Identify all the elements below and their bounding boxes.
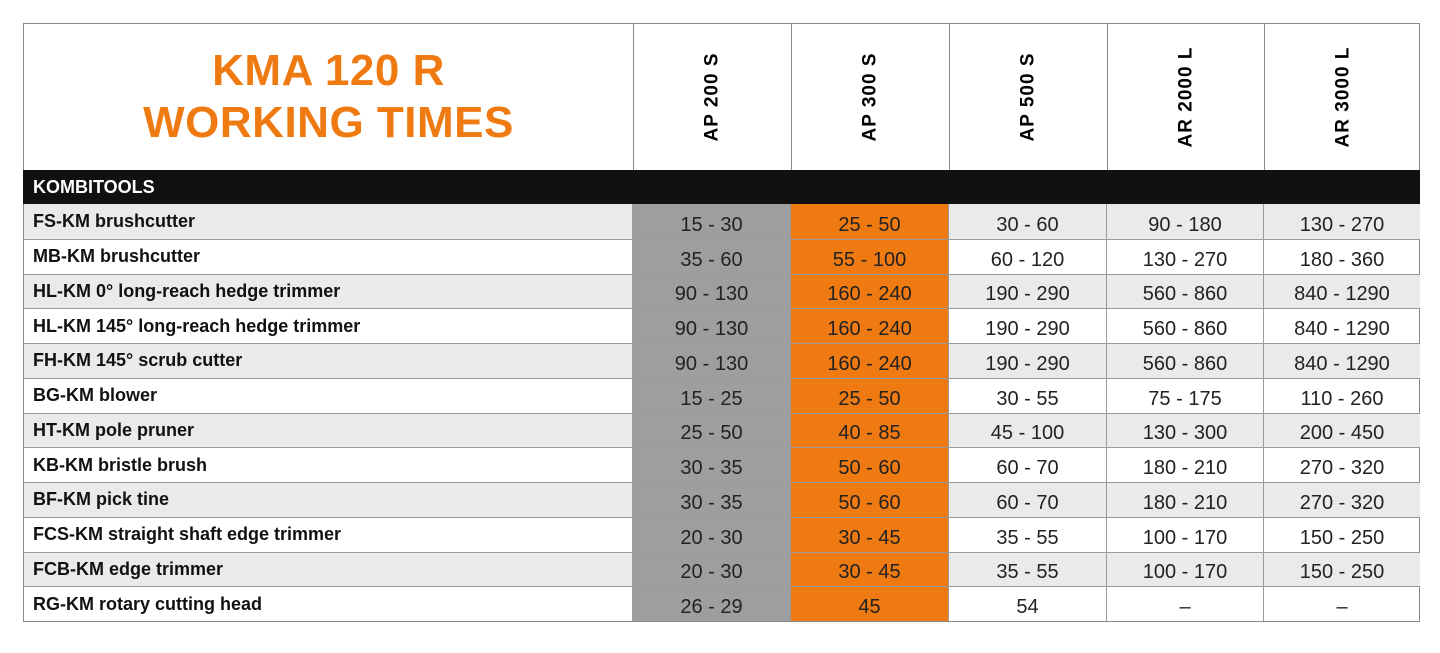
tool-name: BG-KM blower [33, 385, 157, 406]
working-time-cell: 50 - 60 [790, 483, 948, 517]
working-time-cell: 25 - 50 [790, 204, 948, 239]
working-time-cell: 30 - 45 [790, 518, 948, 552]
working-time-cell: 150 - 250 [1263, 553, 1420, 587]
working-time-cell: 54 [948, 587, 1106, 621]
working-time-cell: 35 - 60 [632, 240, 790, 274]
working-time-cell: 190 - 290 [948, 344, 1106, 378]
working-time-cell: 150 - 250 [1263, 518, 1420, 552]
table-row [24, 586, 1419, 621]
column-header-ap-300-s: AP 300 S [791, 24, 949, 170]
working-time-cell: 190 - 290 [948, 309, 1106, 343]
working-time-cell: 160 - 240 [790, 309, 948, 343]
working-time-cell: 30 - 35 [632, 448, 790, 482]
table-row [24, 239, 1419, 274]
working-time-cell: 60 - 70 [948, 483, 1106, 517]
working-time-cell: 180 - 210 [1106, 483, 1263, 517]
working-time-cell: 45 - 100 [948, 414, 1106, 448]
tool-name: FCB-KM edge trimmer [24, 553, 632, 587]
working-time-cell: 270 - 320 [1263, 448, 1420, 482]
tool-name: FS-KM brushcutter [24, 204, 632, 239]
working-time-cell: 45 [790, 587, 948, 621]
working-time-cell: 100 - 170 [1106, 518, 1263, 552]
working-time-cell: 35 - 55 [948, 518, 1106, 552]
working-time-cell: 90 - 180 [1106, 204, 1263, 239]
working-time-cell: 130 - 300 [1106, 414, 1263, 448]
working-time-cell: 840 - 1290 [1263, 275, 1420, 309]
table-body [23, 204, 1420, 622]
working-time-cell: 25 - 50 [632, 414, 790, 448]
working-time-cell: 100 - 170 [1106, 553, 1263, 587]
working-time-cell: 25 - 50 [790, 379, 948, 413]
working-time-cell: 15 - 25 [632, 379, 790, 413]
working-time-cell: 35 - 55 [948, 553, 1106, 587]
tool-name: BF-KM pick tine [24, 483, 632, 517]
working-time-cell: 30 - 60 [948, 204, 1106, 239]
working-time-cell: 180 - 210 [1106, 448, 1263, 482]
section-header-kombitools: KOMBITOOLS [23, 170, 1420, 204]
working-time-cell: 560 - 860 [1106, 275, 1263, 309]
working-time-cell: 200 - 450 [1263, 414, 1420, 448]
tool-name: MB-KM brushcutter [33, 246, 200, 267]
working-time-cell: 20 - 30 [632, 518, 790, 552]
table-row [24, 204, 1419, 239]
table-row [24, 343, 1419, 378]
working-time-cell: 130 - 270 [1263, 204, 1420, 239]
tool-name: FCS-KM straight shaft edge trimmer [33, 524, 342, 545]
tool-name: RG-KM rotary cutting head [33, 593, 263, 614]
working-time-cell: 180 - 360 [1263, 240, 1420, 274]
working-time-cell: 30 - 35 [632, 483, 790, 517]
table-row [24, 378, 1419, 413]
working-time-cell: 15 - 30 [632, 204, 790, 239]
tool-name: HL-KM 0° long-reach hedge trimmer [24, 275, 632, 309]
working-time-cell: 840 - 1290 [1263, 309, 1420, 343]
working-time-cell: 60 - 70 [948, 448, 1106, 482]
working-time-cell: 110 - 260 [1263, 379, 1420, 413]
column-header-ar-3000-l: AR 3000 L [1264, 24, 1421, 170]
working-time-cell: 40 - 85 [790, 414, 948, 448]
working-time-cell: 30 - 55 [948, 379, 1106, 413]
working-time-cell: – [1263, 587, 1420, 621]
table-row [24, 274, 1419, 309]
working-time-cell: 90 - 130 [632, 309, 790, 343]
working-time-cell: 26 - 29 [632, 587, 790, 621]
table-row [24, 517, 1419, 552]
table-row [24, 552, 1419, 587]
working-time-cell: 30 - 45 [790, 553, 948, 587]
working-time-cell: 160 - 240 [790, 344, 948, 378]
working-time-cell: 840 - 1290 [1263, 344, 1420, 378]
working-time-cell: 130 - 270 [1106, 240, 1263, 274]
working-time-cell: 270 - 320 [1263, 483, 1420, 517]
working-time-cell: 90 - 130 [632, 275, 790, 309]
table-row [24, 482, 1419, 517]
table-header [23, 23, 1420, 170]
tool-name: HT-KM pole pruner [24, 414, 632, 448]
working-time-cell: 90 - 130 [632, 344, 790, 378]
column-header-ar-2000-l: AR 2000 L [1107, 24, 1264, 170]
working-time-cell: – [1106, 587, 1263, 621]
tool-name: FH-KM 145° scrub cutter [24, 344, 632, 378]
working-times-table [23, 23, 1420, 622]
table-row [24, 308, 1419, 343]
column-header-ap-500-s: AP 500 S [949, 24, 1107, 170]
column-header-ap-200-s: AP 200 S [633, 24, 791, 170]
title-line-1: KMA 120 R [212, 46, 445, 95]
working-time-cell: 190 - 290 [948, 275, 1106, 309]
working-time-cell: 75 - 175 [1106, 379, 1263, 413]
working-time-cell: 55 - 100 [790, 240, 948, 274]
table-row [24, 413, 1419, 448]
title-line-2: WORKING TIMES [143, 98, 514, 147]
table-title [24, 24, 633, 170]
working-time-cell: 560 - 860 [1106, 344, 1263, 378]
table-row [24, 447, 1419, 482]
tool-name: KB-KM bristle brush [33, 454, 208, 475]
working-time-cell: 160 - 240 [790, 275, 948, 309]
tool-name: HL-KM 145° long-reach hedge trimmer [33, 315, 361, 336]
working-time-cell: 50 - 60 [790, 448, 948, 482]
working-time-cell: 60 - 120 [948, 240, 1106, 274]
working-time-cell: 560 - 860 [1106, 309, 1263, 343]
working-time-cell: 20 - 30 [632, 553, 790, 587]
